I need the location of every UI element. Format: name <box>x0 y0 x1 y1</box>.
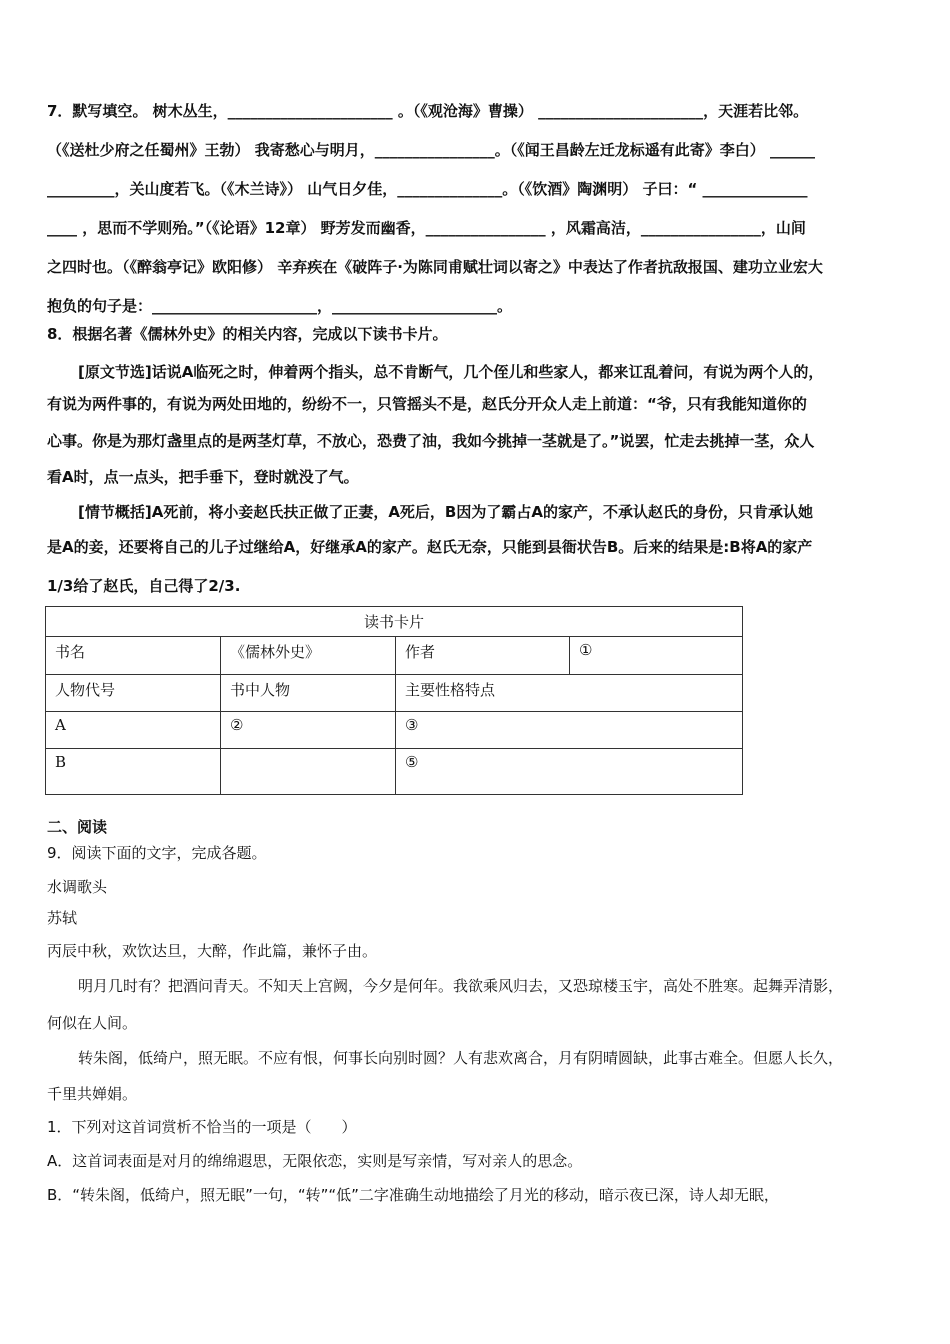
q7-line: 之四时也。（《醉翁亭记》欧阳修） 辛弃疾在《破阵子·为陈同甫赋壮词以寄之》中表达了作者抗敌报国、建功立业宏大 <box>47 258 823 276</box>
author-label: 作者 <box>396 637 570 675</box>
row-trait: ⑤ <box>396 749 743 795</box>
q7-line: 7．默写填空。 树木丛生，______________________ 。（《观沧海》曹操） ______________________，天涯若比邻。 <box>47 102 809 120</box>
q8-line: [原文节选]话说A临死之时，伸着两个指头，总不肯断气，几个侄儿和些家人，都来讧乱着问，有说为两个人的， <box>78 363 824 381</box>
header-code: 人物代号 <box>46 675 221 712</box>
poem-line: 明月几时有？把酒问青天。不知天上宫阙，今夕是何年。我欲乘风归去，又恐琼楼玉宇，高处不胜寒。起舞弄清影， <box>78 977 844 995</box>
q8-line: 是A的妾，还要将自己的儿子过继给A，好继承A的家产。赵氏无奈，只能到县衙状告B。后来的结果是:B将A的家产 <box>47 538 813 556</box>
book-value: 《儒林外史》 <box>221 637 396 675</box>
row-person <box>221 749 396 795</box>
poem-preface: 丙辰中秋，欢饮达旦，大醉，作此篇，兼怀子由。 <box>47 942 378 960</box>
q7-line: （《送杜少府之任蜀州》王勃） 我寄愁心与明月，________________。（《闻王昌龄左迁龙标遥有此寄》李白） ______ <box>47 141 815 159</box>
header-person: 书中人物 <box>221 675 396 712</box>
section-heading: 二、阅读 <box>47 818 108 836</box>
row-person: ② <box>221 712 396 749</box>
sub-question: 1．下列对这首词赏析不恰当的一项是（ ） <box>47 1118 357 1136</box>
q8-line: 有说为两件事的，有说为两处田地的，纷纷不一，只管摇头不是，赵氏分开众人走上前道：“爷，只有我能知道你的 <box>47 395 807 413</box>
reading-card-table <box>45 606 743 795</box>
row-code: A <box>46 712 221 749</box>
q8-line: 心事。你是为那灯盏里点的是两茎灯草，不放心，恐费了油，我如今挑掉一茎就是了。”说罢，忙走去挑掉一茎，众人 <box>47 432 815 450</box>
q9-title: 9．阅读下面的文字，完成各题。 <box>47 844 267 862</box>
q7-line: 抱负的句子是：______________________，______________________。 <box>47 297 513 315</box>
poem-line: 转朱阁，低绮户，照无眠。不应有恨，何事长向别时圆？人有悲欢离合，月有阴晴圆缺，此事古难全。但愿人长久， <box>78 1049 844 1067</box>
author-value: ① <box>570 637 743 675</box>
q8-line: 看A时，点一点头，把手垂下，登时就没了气。 <box>47 468 359 486</box>
option-a: A．这首词表面是对月的绵绵遐思，无限依恋，实则是写亲情，写对亲人的思念。 <box>47 1152 583 1170</box>
q8-title: 8．根据名著《儒林外史》的相关内容，完成以下读书卡片。 <box>47 325 448 343</box>
row-code: B <box>46 749 221 795</box>
row-trait: ③ <box>396 712 743 749</box>
q7-line: _________，关山度若飞。（《木兰诗》） 山气日夕佳，______________。（《饮酒》陶渊明） 子曰：“ ______________ <box>47 180 808 198</box>
book-label: 书名 <box>46 637 221 675</box>
q7-line: ____ ，思而不学则殆。”（《论语》12章） 野芳发而幽香，________________ ，风霜高洁，________________，山间 <box>47 219 806 237</box>
option-b: B．“转朱阁，低绮户，照无眠”一句，“转”“低”二字准确生动地描绘了月光的移动，暗示夜已深，诗人却无眠， <box>47 1186 779 1204</box>
poem-author: 苏轼 <box>47 909 78 927</box>
header-trait: 主要性格特点 <box>396 675 743 712</box>
poem-line: 何似在人间。 <box>47 1014 138 1032</box>
q8-line: 1/3给了赵氏，自己得了2/3. <box>47 577 241 595</box>
poem-line: 千里共婵娟。 <box>47 1085 138 1103</box>
poem-title: 水调歌头 <box>47 878 108 896</box>
card-title: 读书卡片 <box>46 607 743 637</box>
q8-line: [情节概括]A死前，将小妾赵氏扶正做了正妻，A死后，B因为了霸占A的家产，不承认赵氏的身份，只肯承认她 <box>78 503 813 521</box>
